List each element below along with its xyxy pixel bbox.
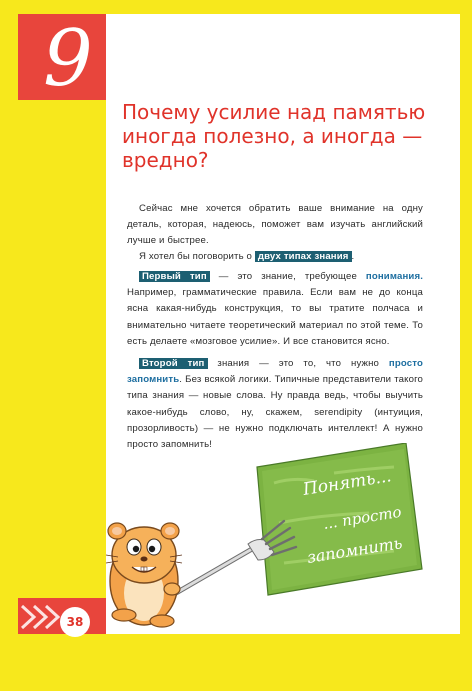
p2-end: . — [351, 251, 355, 262]
p4-rest: . Без всякой логики. Типичные представители такого типа знания — новые слова. Ну правда ведь, чтобы выучить какое-нибудь слово, ну, скажем, serendipity (интуиция, прозорливость) — не нужно подключать интеллект! А нужно просто запомнить! — [127, 374, 423, 451]
accent-understanding: понимания. — [365, 271, 424, 282]
chapter-title — [122, 100, 442, 172]
paragraph-second-type — [127, 356, 423, 453]
p3-rest: Например, грамматические правила. Если вам не до конца ясна какая-нибудь конструкция, то вы тратите полчаса и внимательно читаете теоретический материал по этой теме. То есть делаете «мозговое усилие». И все становится ясно. — [127, 287, 423, 347]
right-yellow-band — [460, 0, 472, 691]
paragraph-first-type — [127, 269, 423, 350]
highlight-two-types: двух типах знания — [255, 251, 352, 262]
chevron-arrows-icon — [18, 600, 64, 634]
sign-text-memorize: запомнить — [305, 533, 404, 567]
title-line-3: вредно? — [122, 148, 209, 172]
p3-middle: — это знание, требующее — [209, 271, 366, 282]
title-line-2: иногда полезно, а иногда — — [122, 124, 423, 148]
highlight-second-type: Второй тип — [139, 358, 208, 369]
title-line-1: Почему усилие над памятью — [122, 100, 426, 124]
p2-text: Я хотел бы поговорить о — [139, 251, 255, 262]
highlight-first-type: Первый тип — [139, 271, 210, 282]
p4-middle: знания — это то, что нужно — [207, 358, 389, 369]
paragraph-two-types — [127, 249, 423, 265]
sign-text-understand: Понять... — [301, 466, 393, 500]
page-number: 38 — [66, 615, 84, 629]
chapter-number: 9 — [43, 14, 93, 104]
hamster-icon — [106, 523, 182, 627]
bottom-yellow-band — [0, 634, 472, 691]
sign-text-just: ... просто — [321, 502, 403, 533]
accent-memorize: просто запомнить — [127, 358, 423, 386]
hamster-with-sign-illustration — [104, 443, 424, 633]
paragraph-intro: Сейчас мне хочется обратить ваше внимание на одну деталь, которая, надеюсь, поможет вам изучать английский лучше и быстрее. — [127, 203, 423, 247]
